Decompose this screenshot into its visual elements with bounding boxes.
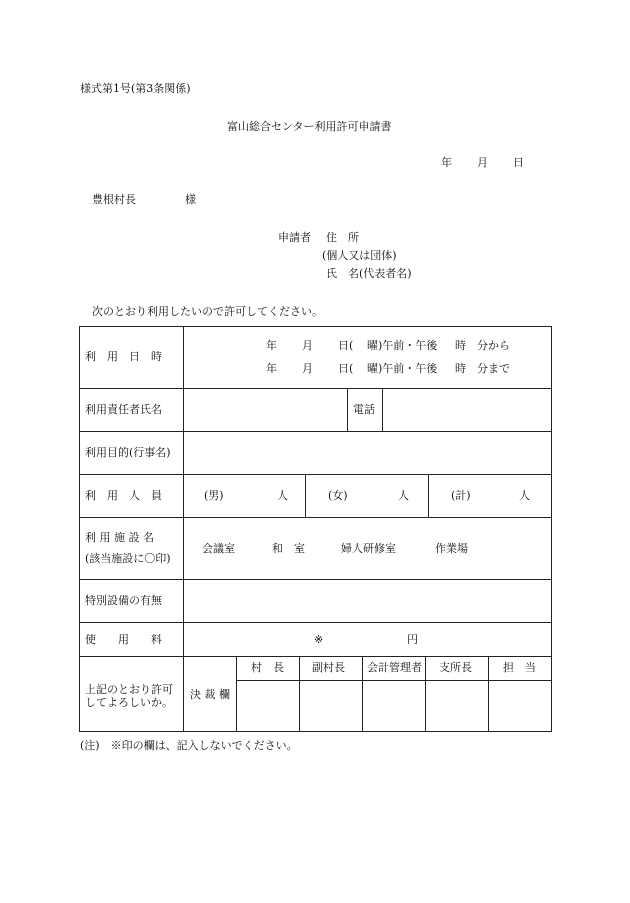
- facility-option-meeting-room: 会議室: [202, 542, 235, 555]
- from-month: 月: [302, 339, 313, 352]
- people-male: (男): [204, 489, 224, 502]
- people-female: (女): [328, 489, 348, 502]
- from-dow: 曜)午前・午後: [367, 339, 438, 352]
- phone-label: 電話: [353, 403, 375, 416]
- people-label: 利 用 人 員: [85, 489, 162, 502]
- people-total: (計): [451, 489, 471, 502]
- role-staff: 担 当: [503, 661, 536, 674]
- to-day: 日(: [338, 362, 354, 375]
- from-hour: 時: [455, 339, 466, 352]
- applicant-label: 申請者: [278, 231, 311, 244]
- role-branch-head: 支所長: [439, 661, 472, 674]
- footnote: (注) ※印の欄は、記入しないでください。: [80, 739, 298, 752]
- facility-option-training-room: 婦人研修室: [341, 542, 396, 555]
- date-year: 年: [441, 156, 452, 169]
- to-end: 分まで: [477, 362, 510, 375]
- facility-option-japanese-room: 和 室: [272, 542, 305, 555]
- role-mayor: 村 長: [251, 661, 284, 674]
- document-title: 富山総合センター利用許可申請書: [227, 120, 392, 133]
- responsible-label: 利用責任者氏名: [85, 403, 162, 416]
- fee-label: 使 用 料: [85, 633, 162, 646]
- people-female-unit: 人: [398, 489, 409, 502]
- fee-mark: ※: [314, 633, 324, 646]
- addressee: 豊根村長: [92, 193, 136, 206]
- applicant-name-label: 氏 名(代表者名): [326, 267, 412, 280]
- people-total-unit: 人: [519, 489, 530, 502]
- date-day: 日: [513, 156, 524, 169]
- from-end: 分から: [477, 339, 510, 352]
- facility-label: 利 用 施 設 名: [85, 531, 154, 544]
- form-number: 様式第1号(第3条関係): [80, 82, 191, 95]
- date-month: 月: [477, 156, 488, 169]
- datetime-label: 利 用 日 時: [85, 350, 162, 363]
- to-hour: 時: [455, 362, 466, 375]
- applicant-address-label: 住 所: [326, 231, 359, 244]
- approval-question-line2: してよろしいか。: [85, 696, 173, 709]
- from-day: 日(: [338, 339, 354, 352]
- approval-label: 決 裁 欄: [190, 688, 230, 701]
- to-year: 年: [266, 362, 277, 375]
- to-month: 月: [302, 362, 313, 375]
- people-male-unit: 人: [277, 489, 288, 502]
- facility-sublabel: (該当施設に〇印): [85, 552, 171, 565]
- applicant-type-label: (個人又は団体): [322, 249, 397, 262]
- facility-option-workshop: 作業場: [435, 542, 468, 555]
- equipment-label: 特別設備の有無: [85, 594, 162, 607]
- from-year: 年: [266, 339, 277, 352]
- fee-unit: 円: [407, 633, 418, 646]
- honorific: 様: [185, 193, 196, 206]
- role-vice-mayor: 副村長: [312, 661, 345, 674]
- intro-text: 次のとおり利用したいので許可してください。: [92, 305, 323, 318]
- purpose-label: 利用目的(行事名): [85, 446, 171, 459]
- role-accounting-manager: 会計管理者: [367, 661, 422, 674]
- approval-question-line1: 上記のとおり許可: [85, 683, 173, 696]
- to-dow: 曜)午前・午後: [367, 362, 438, 375]
